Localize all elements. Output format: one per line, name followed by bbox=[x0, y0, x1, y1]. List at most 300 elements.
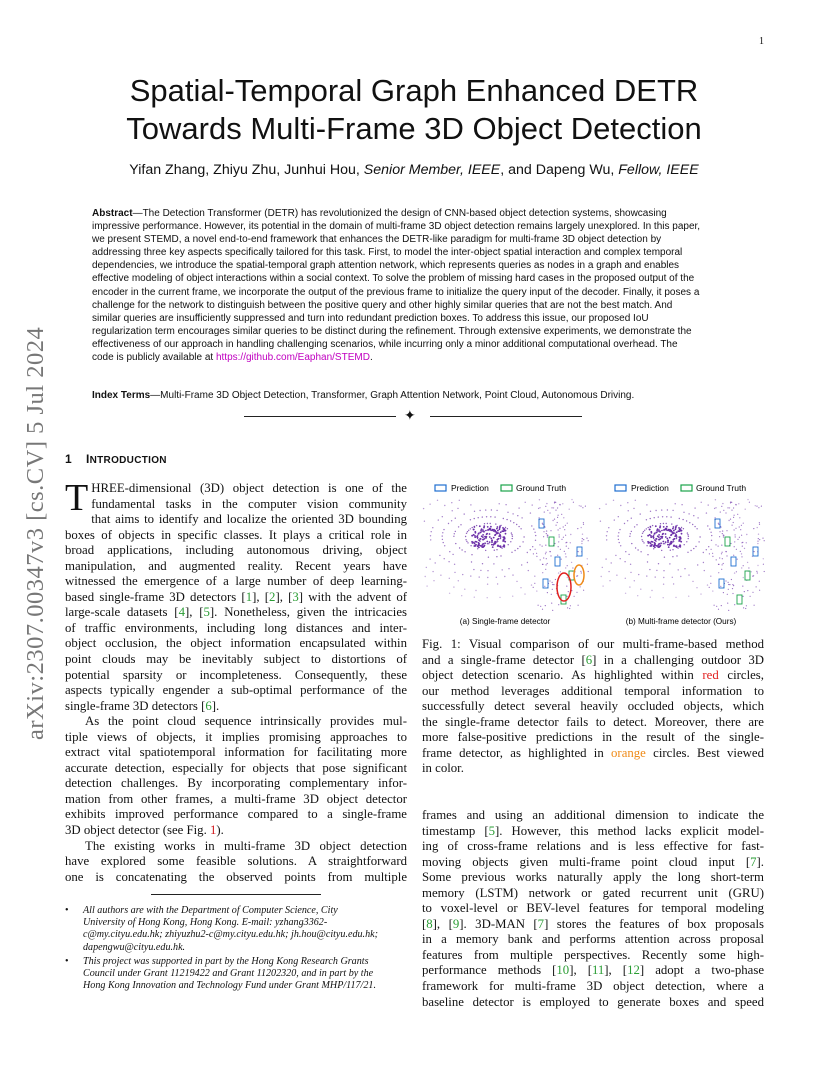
lidar-point bbox=[464, 551, 465, 552]
abstract-line: Abstract—The Detection Transformer (DETR) has revolutionized the design of CNN-based object detection systems, showcasing bbox=[92, 208, 667, 219]
lidar-point bbox=[461, 595, 462, 596]
lidar-point bbox=[581, 527, 582, 528]
lidar-point bbox=[476, 541, 478, 543]
lidar-point bbox=[631, 543, 632, 544]
text-line: frames and using an additional dimension to indicate the bbox=[422, 808, 764, 822]
lidar-point bbox=[547, 510, 548, 511]
citation-link[interactable]: 5 bbox=[488, 823, 496, 838]
lidar-point bbox=[737, 539, 738, 540]
citation-link[interactable]: 2 bbox=[269, 589, 276, 604]
text-line: boxes of objects in specific classes. It plays a critical role in bbox=[65, 527, 407, 542]
lidar-point bbox=[558, 515, 559, 516]
lidar-point bbox=[618, 539, 619, 540]
citation-link[interactable]: 3 bbox=[292, 589, 299, 604]
abstract-line: we present STEMD, a novel end-to-end framework that enhances the DETR-like paradigm for multi-frame 3D object detection by bbox=[92, 234, 662, 246]
lidar-point bbox=[646, 545, 647, 546]
lidar-point bbox=[654, 533, 656, 535]
red-circle-highlight bbox=[557, 573, 571, 601]
lidar-point bbox=[480, 538, 482, 540]
citation-link[interactable]: 6 bbox=[205, 698, 212, 713]
lidar-point bbox=[523, 536, 524, 537]
lidar-point bbox=[432, 571, 433, 572]
lidar-point bbox=[485, 550, 486, 551]
lidar-point bbox=[542, 523, 543, 524]
lidar-point bbox=[525, 502, 526, 503]
lidar-point bbox=[651, 590, 652, 591]
lidar-point bbox=[454, 572, 455, 573]
citation-link[interactable]: 12 bbox=[627, 963, 640, 978]
lidar-point bbox=[470, 519, 471, 520]
lidar-point bbox=[607, 531, 608, 532]
lidar-point bbox=[506, 519, 507, 520]
lidar-point bbox=[533, 528, 534, 529]
lidar-point bbox=[757, 565, 758, 566]
lidar-point bbox=[758, 534, 759, 535]
lidar-point bbox=[547, 536, 548, 537]
lidar-point bbox=[508, 544, 509, 545]
panel-multi-frame bbox=[599, 483, 765, 626]
lidar-point bbox=[444, 558, 445, 559]
lidar-point bbox=[650, 597, 651, 598]
lidar-point bbox=[583, 524, 584, 525]
lidar-point bbox=[494, 550, 495, 551]
citation-link[interactable]: 9 bbox=[452, 916, 460, 931]
lidar-point bbox=[726, 530, 727, 531]
lidar-point bbox=[536, 553, 537, 554]
abstract-line: code is publicly available at https://github.com/Eaphan/STEMD. bbox=[92, 352, 373, 364]
lidar-point bbox=[682, 519, 683, 520]
lidar-point bbox=[558, 546, 559, 547]
lidar-point bbox=[619, 529, 620, 530]
lidar-point bbox=[535, 535, 536, 536]
index-terms bbox=[92, 389, 737, 402]
lidar-point bbox=[442, 539, 443, 540]
lidar-point bbox=[466, 541, 467, 542]
lidar-point bbox=[527, 552, 528, 553]
footnote-affiliation: • All authors are with the Department of Computer Science, City University of Hong Kong, Hong Kong. E-mail: yzhang3362- c@my.cityu.edu.hk; zhiyuzhu2-c@my.cityu.edu.hk; jh.hou@cityu.edu.hk; dapengwu@cityu.edu.hk. bbox=[65, 905, 378, 953]
lidar-point bbox=[744, 591, 745, 592]
lidar-point bbox=[620, 545, 621, 546]
lidar-point bbox=[759, 590, 760, 591]
lidar-point bbox=[444, 505, 445, 506]
lidar-point bbox=[490, 523, 491, 524]
lidar-point bbox=[542, 609, 543, 610]
text-line: 3D object detector (see Fig. 1). bbox=[65, 823, 224, 838]
lidar-point bbox=[477, 548, 478, 549]
lidar-point bbox=[552, 520, 553, 521]
lidar-point bbox=[739, 537, 740, 538]
lidar-point bbox=[482, 534, 484, 536]
lidar-point bbox=[478, 542, 480, 544]
lidar-point bbox=[681, 504, 682, 505]
text-line: aspects typically engender a sub-optimal performance of the bbox=[65, 683, 407, 698]
lidar-point bbox=[499, 534, 501, 536]
lidar-point bbox=[680, 576, 681, 577]
lidar-point bbox=[582, 534, 583, 535]
lidar-point bbox=[565, 567, 566, 568]
lidar-point bbox=[659, 531, 661, 533]
lidar-point bbox=[625, 578, 626, 579]
lidar-point bbox=[474, 531, 476, 533]
citation-link[interactable]: 4 bbox=[178, 605, 185, 620]
lidar-point bbox=[732, 593, 733, 594]
lidar-point bbox=[511, 534, 512, 535]
lidar-point bbox=[733, 585, 734, 586]
panel-single-frame bbox=[423, 483, 589, 626]
text-line: memory (LSTM) network or gated recurrent unit (GRU) bbox=[422, 885, 764, 900]
lidar-point bbox=[500, 536, 501, 537]
lidar-point bbox=[665, 541, 667, 543]
lidar-point bbox=[519, 546, 520, 547]
lidar-point bbox=[692, 524, 693, 525]
lidar-point bbox=[461, 549, 462, 550]
lidar-point bbox=[663, 570, 664, 571]
lidar-point bbox=[455, 543, 456, 544]
lidar-point bbox=[550, 555, 551, 556]
lidar-point bbox=[684, 568, 685, 569]
lidar-point bbox=[605, 558, 606, 559]
citation-link[interactable]: 8 bbox=[426, 916, 433, 931]
lidar-point bbox=[546, 552, 547, 553]
lidar-point bbox=[482, 543, 484, 545]
lidar-point bbox=[484, 523, 485, 524]
author-role-2: Fellow, IEEE bbox=[618, 162, 699, 178]
lidar-point bbox=[675, 503, 676, 504]
lidar-point bbox=[640, 513, 641, 514]
lidar-point bbox=[520, 528, 521, 529]
lidar-point bbox=[658, 543, 660, 545]
lidar-point bbox=[474, 543, 476, 545]
abstract-label: Abstract bbox=[92, 208, 133, 219]
lidar-point bbox=[486, 533, 488, 535]
lidar-point bbox=[577, 528, 578, 529]
lidar-point bbox=[493, 563, 494, 564]
lidar-point bbox=[500, 538, 501, 539]
lidar-point bbox=[546, 530, 547, 531]
lidar-point bbox=[431, 531, 432, 532]
lidar-point bbox=[497, 545, 499, 547]
lidar-point bbox=[472, 527, 473, 528]
lidar-point bbox=[759, 581, 760, 582]
abstract-line: challenge for the network to distinguish between the positive query and other highly similar queries that are not the best match. And bbox=[92, 299, 673, 311]
lidar-point bbox=[458, 580, 459, 581]
lidar-point bbox=[432, 527, 433, 528]
lidar-point bbox=[494, 516, 495, 517]
text-line: framework for multi-frame 3D object detection, where a bbox=[422, 979, 764, 994]
lidar-point bbox=[735, 504, 736, 505]
divider-rule-right bbox=[430, 416, 582, 417]
lidar-point bbox=[661, 530, 662, 531]
lidar-point bbox=[580, 586, 581, 587]
lidar-point bbox=[470, 528, 471, 529]
lidar-point bbox=[555, 525, 556, 526]
bullet-icon: • bbox=[65, 905, 69, 916]
lidar-point bbox=[718, 523, 719, 524]
lidar-point bbox=[741, 542, 742, 543]
lidar-point bbox=[518, 526, 519, 527]
lidar-point bbox=[489, 533, 491, 535]
lidar-point bbox=[565, 535, 566, 536]
lidar-point bbox=[527, 562, 528, 563]
lidar-point bbox=[586, 538, 587, 539]
lidar-point bbox=[712, 556, 713, 557]
lidar-point bbox=[535, 549, 536, 550]
lidar-point bbox=[511, 532, 512, 533]
lidar-point bbox=[474, 597, 475, 598]
lidar-point bbox=[627, 520, 628, 521]
prediction-legend-icon bbox=[435, 485, 446, 491]
lidar-point bbox=[570, 605, 571, 606]
citation-link[interactable]: 7 bbox=[537, 916, 545, 931]
text-line: fundamental tasks in the computer vision community bbox=[91, 496, 407, 511]
section-title-rest: NTRODUCTION bbox=[89, 455, 167, 466]
lidar-point bbox=[675, 528, 677, 530]
lidar-point bbox=[707, 525, 708, 526]
citation-link[interactable]: 6 bbox=[585, 652, 593, 667]
lidar-point bbox=[486, 541, 488, 543]
lidar-point bbox=[429, 504, 430, 505]
lidar-point bbox=[670, 550, 671, 551]
lidar-point bbox=[455, 531, 456, 532]
lidar-point bbox=[429, 558, 430, 559]
lidar-point bbox=[688, 596, 689, 597]
lidar-point bbox=[487, 523, 488, 524]
lidar-point bbox=[606, 539, 607, 540]
lidar-point bbox=[725, 580, 726, 581]
lidar-point bbox=[453, 586, 454, 587]
lidar-point bbox=[721, 506, 722, 507]
lidar-point bbox=[477, 536, 479, 538]
lidar-point bbox=[763, 564, 764, 565]
lidar-point bbox=[662, 533, 664, 535]
lidar-point bbox=[657, 535, 659, 537]
lidar-point bbox=[650, 536, 652, 538]
lidar-point bbox=[664, 543, 665, 544]
lidar-point bbox=[663, 543, 664, 544]
lidar-point bbox=[679, 544, 681, 546]
lidar-point bbox=[558, 541, 559, 542]
lidar-point bbox=[581, 543, 582, 544]
lidar-point bbox=[718, 524, 719, 525]
lidar-point bbox=[730, 519, 731, 520]
citation-link[interactable]: 5 bbox=[203, 605, 210, 620]
lidar-point bbox=[687, 552, 688, 553]
lidar-point bbox=[442, 535, 443, 536]
lidar-point bbox=[681, 527, 682, 528]
lidar-point bbox=[547, 535, 548, 536]
lidar-point bbox=[539, 544, 540, 545]
lidar-point bbox=[473, 529, 475, 531]
lidar-point bbox=[567, 607, 568, 608]
lidar-point bbox=[673, 583, 674, 584]
prediction-box bbox=[543, 579, 548, 588]
lidar-point bbox=[624, 523, 625, 524]
lidar-point bbox=[647, 554, 648, 555]
lidar-point bbox=[723, 536, 724, 537]
lidar-point bbox=[538, 605, 539, 606]
text-line: The existing works in multi-frame 3D object detection bbox=[85, 838, 407, 853]
text-line: one is concatenating the observed points from multiple bbox=[65, 869, 407, 884]
lidar-point bbox=[625, 551, 626, 552]
lidar-point bbox=[561, 539, 562, 540]
lidar-point bbox=[745, 509, 746, 510]
lidar-point bbox=[470, 545, 471, 546]
lidar-point bbox=[673, 545, 675, 547]
lidar-point bbox=[664, 557, 665, 558]
lidar-point bbox=[650, 543, 652, 545]
lidar-point bbox=[602, 567, 603, 568]
lidar-point bbox=[722, 503, 723, 504]
code-link[interactable]: https://github.com/Eaphan/STEMD bbox=[215, 352, 370, 364]
lidar-point bbox=[576, 576, 577, 577]
lidar-point bbox=[650, 526, 652, 528]
lidar-point bbox=[693, 515, 694, 516]
lidar-point bbox=[479, 576, 480, 577]
lidar-point bbox=[728, 584, 729, 585]
lidar-point bbox=[698, 541, 699, 542]
lidar-point bbox=[531, 584, 532, 585]
lidar-point bbox=[721, 553, 722, 554]
abstract-line: effective modeling of object interactions within a social context. To solve the problem of missing hard cases in the proposed output of the bbox=[92, 273, 695, 285]
lidar-point bbox=[710, 532, 711, 533]
lidar-point bbox=[655, 510, 656, 511]
lidar-point bbox=[557, 522, 558, 523]
lidar-point bbox=[460, 524, 461, 525]
lidar-point bbox=[684, 544, 685, 545]
abstract-line: similar queries are insufficiently suppressed and turn into redundant prediction boxes. To address this issue, our proposed IoU bbox=[92, 312, 649, 324]
lidar-point bbox=[706, 512, 707, 513]
lidar-point bbox=[662, 516, 663, 517]
lidar-point bbox=[481, 528, 483, 530]
lidar-point bbox=[647, 561, 648, 562]
caption-line: object detection scenario. As highlighted within red circles, bbox=[422, 668, 764, 683]
point-cloud-multi-frame bbox=[599, 499, 765, 611]
text-line: to voxel-level or BEV-level features for temporal modeling bbox=[422, 901, 764, 916]
lidar-point bbox=[512, 536, 513, 537]
prediction-box bbox=[731, 557, 736, 566]
lidar-point bbox=[733, 529, 734, 530]
lidar-point bbox=[694, 526, 695, 527]
lidar-point bbox=[614, 519, 615, 520]
lidar-point bbox=[631, 531, 632, 532]
lidar-point bbox=[504, 576, 505, 577]
lidar-point bbox=[667, 539, 669, 541]
lidar-point bbox=[650, 545, 652, 547]
citation-link[interactable]: 10 bbox=[556, 963, 570, 978]
lidar-point bbox=[521, 564, 522, 565]
lidar-point bbox=[736, 571, 737, 572]
lidar-point bbox=[449, 551, 450, 552]
lidar-point bbox=[710, 576, 711, 577]
lidar-point bbox=[675, 534, 677, 536]
lidar-point bbox=[761, 506, 762, 507]
lidar-point bbox=[540, 559, 541, 560]
prediction-box bbox=[539, 519, 544, 528]
lidar-point bbox=[707, 584, 708, 585]
lidar-point bbox=[649, 529, 651, 531]
lidar-point bbox=[499, 527, 501, 529]
lidar-point bbox=[512, 596, 513, 597]
lidar-point bbox=[696, 587, 697, 588]
lidar-point bbox=[666, 526, 668, 528]
lidar-point bbox=[733, 507, 734, 508]
caption-orange-word: orange bbox=[611, 745, 646, 760]
lidar-point bbox=[633, 508, 634, 509]
lidar-point bbox=[471, 535, 473, 537]
lidar-point bbox=[565, 553, 566, 554]
lidar-point bbox=[650, 511, 651, 512]
lidar-point bbox=[711, 549, 712, 550]
citation-link[interactable]: 11 bbox=[591, 963, 605, 978]
citation-link[interactable]: 1 bbox=[245, 589, 253, 604]
lidar-point bbox=[715, 544, 716, 545]
lidar-point bbox=[730, 543, 731, 544]
lidar-point bbox=[679, 518, 680, 519]
figure-ref-link[interactable]: 1 bbox=[209, 823, 217, 838]
lidar-point bbox=[479, 540, 481, 542]
lidar-point bbox=[663, 597, 664, 598]
lidar-point bbox=[662, 536, 664, 538]
lidar-point bbox=[733, 555, 734, 556]
lidar-point bbox=[652, 525, 653, 526]
caption-line: frame detector, as highlighted in orange circles. Best viewed bbox=[422, 745, 764, 760]
lidar-point bbox=[499, 503, 500, 504]
caption-line: our method leverages additional temporal information to bbox=[422, 683, 764, 698]
lidar-point bbox=[442, 532, 443, 533]
lidar-point bbox=[647, 535, 649, 537]
lidar-point bbox=[551, 594, 552, 595]
lidar-point bbox=[500, 555, 501, 556]
lidar-point bbox=[423, 508, 424, 509]
lidar-point bbox=[569, 608, 570, 609]
footnote-rule bbox=[151, 894, 321, 895]
lidar-point bbox=[692, 581, 693, 582]
lidar-point bbox=[722, 564, 723, 565]
lidar-point bbox=[726, 555, 727, 556]
lidar-point bbox=[484, 538, 486, 540]
lidar-point bbox=[759, 522, 760, 523]
lidar-point bbox=[567, 577, 568, 578]
lidar-point bbox=[678, 536, 680, 538]
lidar-point bbox=[491, 509, 492, 510]
lidar-point bbox=[653, 534, 654, 535]
lidar-point bbox=[606, 535, 607, 536]
lidar-point bbox=[538, 508, 539, 509]
lidar-point bbox=[629, 536, 630, 537]
lidar-point bbox=[476, 525, 477, 526]
lidar-point bbox=[720, 511, 721, 512]
lidar-point bbox=[468, 530, 469, 531]
lidar-point bbox=[532, 504, 533, 505]
lidar-point bbox=[503, 518, 504, 519]
lidar-point bbox=[532, 546, 533, 547]
lidar-point bbox=[646, 519, 647, 520]
lidar-point bbox=[676, 555, 677, 556]
lidar-point bbox=[443, 529, 444, 530]
lidar-point bbox=[669, 544, 671, 546]
abstract-line: encoder in the current frame, we incorporate the output of the previous frame to initialize the query input of the decoder. Finally, it poses a bbox=[92, 286, 700, 298]
lidar-point bbox=[608, 527, 609, 528]
lidar-point bbox=[559, 504, 560, 505]
lidar-point bbox=[700, 593, 701, 594]
lidar-point bbox=[578, 551, 579, 552]
lidar-point bbox=[711, 540, 712, 541]
lidar-point bbox=[657, 528, 659, 530]
lidar-point bbox=[727, 507, 728, 508]
citation-link[interactable]: 7 bbox=[750, 854, 757, 869]
lidar-point bbox=[491, 529, 493, 531]
lidar-point bbox=[573, 502, 574, 503]
